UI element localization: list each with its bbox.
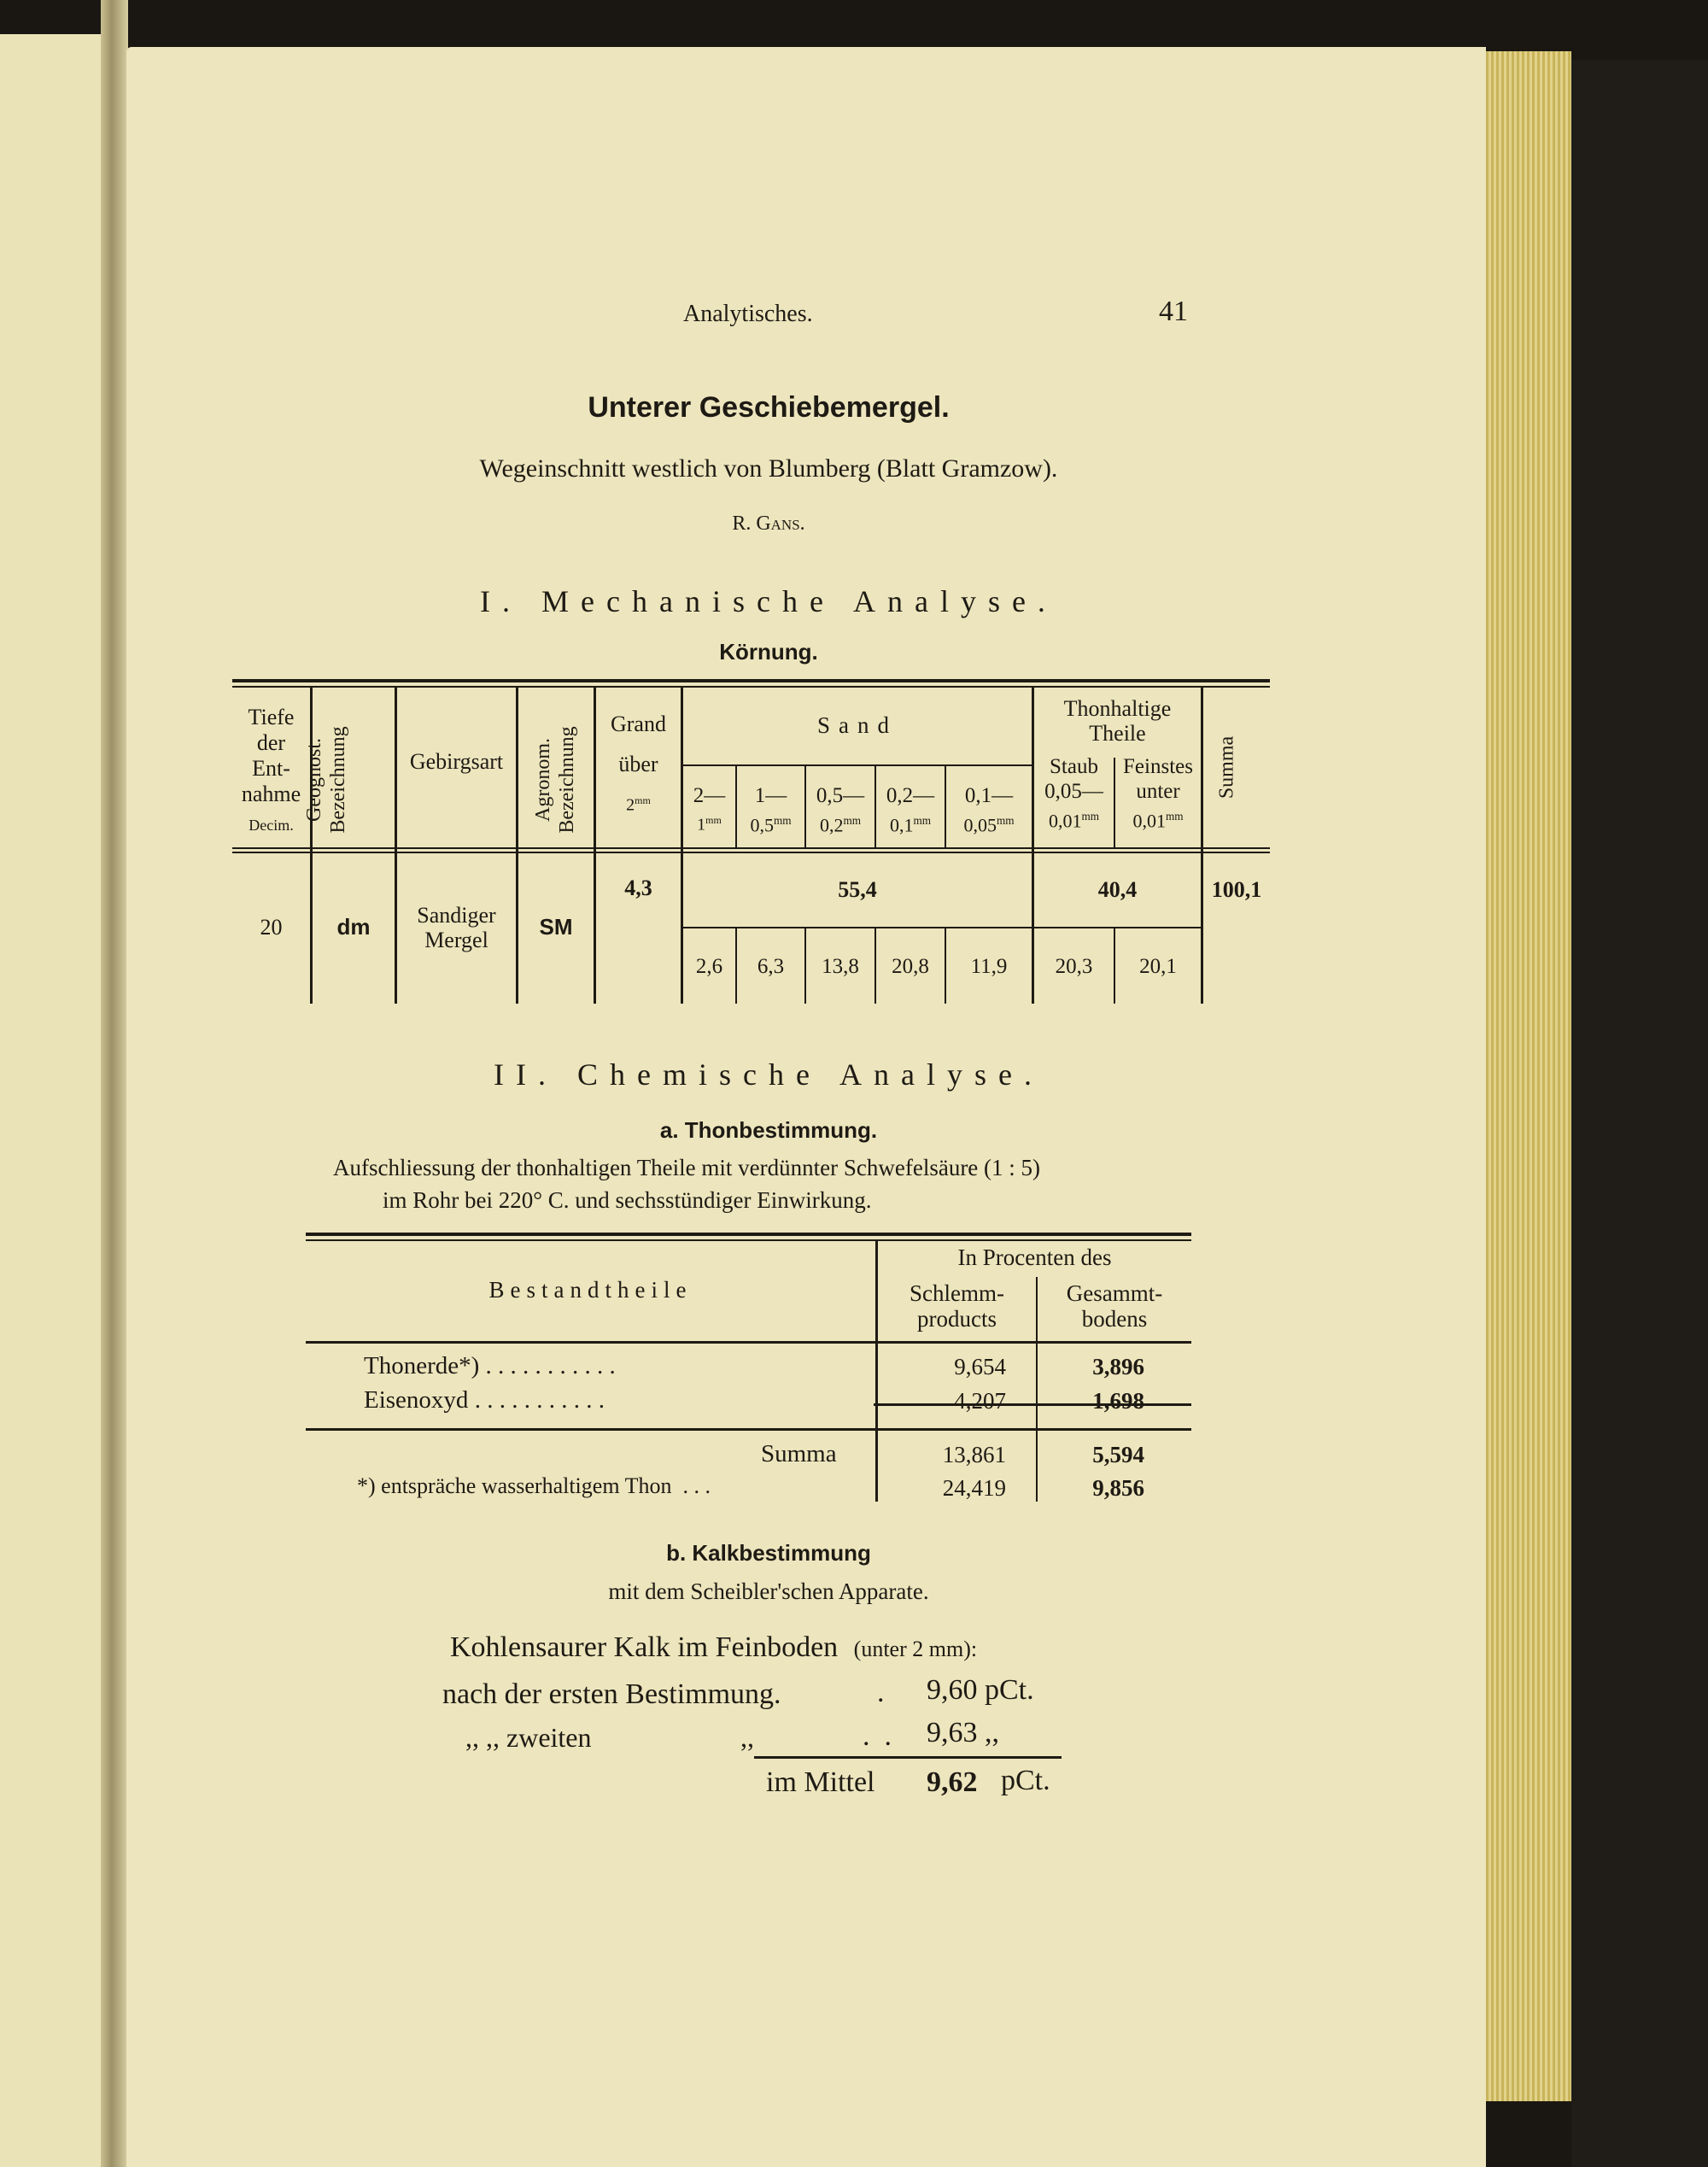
kalk-mean-label: im Mittel (766, 1766, 875, 1798)
clay-analysis-table (306, 1233, 1191, 1506)
row-eisenoxyd-gesammt: 1,698 (1092, 1388, 1144, 1414)
row-footnote-schlemm: 24,419 (942, 1475, 1006, 1501)
cell-sand-value: 2,6 (695, 955, 723, 978)
kalk-sum-rule (754, 1756, 1062, 1759)
header-summa: Summa (1215, 735, 1238, 799)
kalk-second-value: 9,63 ,, (927, 1717, 999, 1748)
author: R. Gans. (732, 512, 805, 535)
section2-heading: II. Chemische Analyse. (494, 1057, 1044, 1092)
kalk-mean-value: 9,62 (927, 1766, 978, 1798)
page-title: Unterer Geschiebemergel. (588, 391, 950, 424)
cell-geognost: dm (336, 914, 371, 940)
section2a-description-2: im Rohr bei 220° C. und sechsstündiger Einwirkung. (383, 1187, 872, 1213)
cell-thon-value: 20,1 (1139, 955, 1177, 978)
subtitle: Wegeinschnitt westlich von Blumberg (Blatt Gramzow). (479, 454, 1058, 483)
cell-sand-total: 55,4 (838, 877, 877, 902)
section1-subheading: Körnung. (719, 639, 818, 665)
cell-tiefe: 20 (260, 915, 283, 940)
header-sand-02-01: 0,2— $0,1^{mm}$ (886, 784, 935, 836)
cell-sand-value: 13,8 (822, 955, 859, 978)
row-summa-gesammt: 5,594 (1092, 1442, 1144, 1467)
header-thon: Thonhaltige Theile (1063, 696, 1172, 746)
header-agronom: Agronom. Bezeichnung (532, 726, 578, 834)
row-eisenoxyd-schlemm: 4,207 (954, 1388, 1006, 1414)
book-gutter (101, 0, 128, 2167)
row-thonerde-gesammt: 3,896 (1092, 1354, 1144, 1379)
cell-sand-value: 11,9 (970, 955, 1008, 978)
row-thonerde-label: Thonerde*) . . . . . . . . . . . (364, 1352, 616, 1379)
book-cover (1571, 60, 1708, 2167)
running-title: Analytisches. (683, 301, 813, 327)
row-footnote-gesammt: 9,856 (1092, 1475, 1144, 1501)
header-staub: Staub 0,05— $0,01^{mm}$ (1044, 755, 1103, 832)
kalk-title: Kohlensaurer Kalk im Feinboden (unter 2 mm): (450, 1631, 978, 1663)
cell-gebirgsart: Sandiger Mergel (417, 903, 496, 952)
cell-sand-value: 6,3 (757, 955, 785, 978)
kalk-second-dots: . . (863, 1720, 892, 1752)
col-schlemm: Schlemm- products (910, 1280, 1004, 1332)
left-page-edge (0, 34, 101, 2167)
cell-thon-total: 40,4 (1097, 877, 1138, 902)
row-summa-label: Summa (761, 1440, 837, 1467)
cell-summa: 100,1 (1211, 877, 1262, 902)
row-summa-schlemm: 13,861 (942, 1442, 1006, 1467)
col-bestandtheile: Bestandtheile (488, 1277, 693, 1303)
cell-grand: 4,3 (624, 876, 652, 900)
kalk-second-label: ,, ,, zweiten (465, 1722, 592, 1753)
header-grand: Grand über $2^{mm}$ (611, 712, 666, 815)
kalk-first-value: 9,60 pCt. (927, 1674, 1034, 1706)
header-sand-1-05: 1— $0,5^{mm}$ (750, 784, 792, 836)
kalk-mean-unit: pCt. (1001, 1765, 1050, 1796)
cell-sand-value: 20,8 (892, 955, 929, 978)
section2a-description-1: Aufschliessung der thonhaltigen Theile mit verdünnter Schwefelsäure (1 : 5) (333, 1155, 1041, 1180)
section2b-heading: b. Kalkbestimmung (666, 1540, 871, 1566)
page-edges (1486, 51, 1571, 2101)
cell-agronom: SM (539, 914, 573, 940)
header-tiefe: Tiefe der Ent- nahme Decim. (241, 705, 301, 834)
kalk-first-dot: . (877, 1677, 885, 1708)
header-sand: Sand (817, 712, 898, 738)
header-sand-2-1: 2— $1^{mm}$ (693, 784, 726, 835)
header-feinstes: Feinstes unter $0,01^{mm}$ (1123, 755, 1193, 832)
book-page (126, 47, 1486, 2167)
header-sand-01-005: 0,1— $0,05^{mm}$ (963, 784, 1015, 836)
kalk-second-ditto: ,, (740, 1722, 754, 1753)
row-thonerde-schlemm: 9,654 (954, 1354, 1006, 1379)
col-gesammt: Gesammt- bodens (1066, 1280, 1163, 1332)
row-eisenoxyd-label: Eisenoxyd . . . . . . . . . . . (364, 1386, 605, 1414)
page-number: 41 (1159, 296, 1188, 327)
kalk-first-label: nach der ersten Bestimmung. (442, 1678, 781, 1710)
section2a-heading: a. Thonbestimmung. (659, 1117, 878, 1143)
header-sand-05-02: 0,5— $0,2^{mm}$ (816, 784, 865, 836)
header-geognost: Geognost. Bezeichnung (303, 726, 349, 834)
section1-heading: I. Mechanische Analyse. (480, 584, 1057, 618)
cell-thon-value: 20,3 (1055, 955, 1093, 978)
header-gebirgsart: Gebirgsart (409, 749, 504, 774)
mechanical-analysis-table (232, 679, 1270, 1008)
row-footnote-label: *) entspräche wasserhaltigem Thon . . . (357, 1473, 711, 1498)
col-group: In Procenten des (957, 1245, 1112, 1270)
section2b-description: mit dem Scheibler'schen Apparate. (608, 1578, 929, 1604)
